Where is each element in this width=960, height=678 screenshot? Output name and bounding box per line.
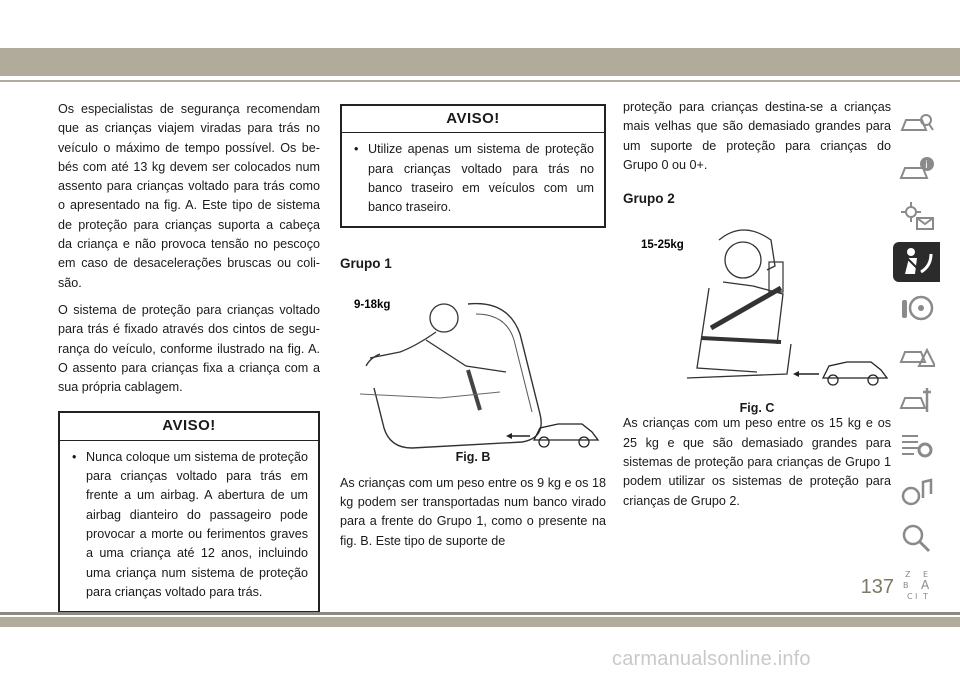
figure-b (340, 284, 606, 464)
bullet: • (72, 449, 77, 464)
column-2 (340, 98, 606, 559)
warning-item (354, 140, 594, 217)
figure-caption: Fig. C (739, 400, 775, 415)
footer-band (0, 617, 960, 627)
warning-lights-icon (899, 200, 935, 232)
child-seat-group1-illustration (340, 284, 606, 454)
svg-text:E: E (923, 570, 929, 579)
svg-text:A: A (921, 578, 930, 592)
tab-car-info[interactable] (893, 150, 940, 190)
tab-specs[interactable] (893, 426, 940, 466)
paragraph-group-1: As crianças com um peso entre os 9 kg e os 18 kg podem ser transportadas num banco virado para a frente do Grupo 1, como o presente na fig. B. Este tipo de suporte de (340, 475, 606, 548)
paragraph-fixing: O sistema de proteção para crianças voltado para trás é fixado através dos cintos de segu-rança do veículo, conforme ilustrado na fig. A. O assento para crianças fixa a criança com a sua própria cablagem. (58, 302, 320, 395)
warning-title: AVISO! (342, 106, 604, 133)
tab-search[interactable] (893, 518, 940, 558)
car-direction-icon (534, 424, 598, 447)
car-info-icon (899, 154, 935, 186)
paragraph-group-2: As crianças com um peso entre os 15 kg e os 25 kg e que são demasiado grandes para sistemas de proteção para crianças de Grupo 1 podem utilizar os sistemas de proteção para crianças de Grupo 2. (623, 416, 891, 508)
footer-rule (0, 612, 960, 615)
header-rule (0, 80, 960, 82)
warning-text: Nunca coloque um sistema de proteção para crianças voltado para trás em frente a um airbag. A abertura de um airbag dianteiro do passageiro pode provocar a morte ou ferimentos graves a uma criança até 12 anos, incluindo uma criança num sistema de proteção para crianças voltado para trás. (86, 449, 308, 599)
warning-body (342, 133, 604, 226)
alphabet-index-icon (899, 568, 935, 602)
multimedia-icon (899, 476, 935, 508)
warning-text: Utilize apenas um sistema de proteção para crianças voltado para trás no banco traseiro em veículos com um banco traseiro. (368, 142, 594, 215)
car-hazard-icon (899, 338, 935, 370)
steering-wheel-icon (899, 292, 935, 324)
svg-text:I: I (915, 592, 918, 601)
paragraph-older-children: proteção para crianças destina-se a crianças mais velhas que são demasiado grandes para um suporte de proteção para crianças do Grupo 0 ou 0+. (623, 100, 891, 172)
tab-alphabet-index[interactable] (893, 564, 940, 604)
tab-seat-safety[interactable] (893, 242, 940, 282)
search-icon (899, 522, 935, 554)
tab-warning-lights[interactable] (893, 196, 940, 236)
warning-title: AVISO! (60, 413, 318, 440)
tab-multimedia[interactable] (893, 472, 940, 512)
chapter-sidebar (893, 104, 940, 610)
watermark: carmanualsonline.info (612, 648, 811, 670)
seat-safety-icon (899, 246, 935, 278)
svg-text:Z: Z (905, 570, 911, 579)
booster-seat-group2-illustration (623, 218, 891, 398)
svg-text:i: i (925, 160, 928, 171)
warning-item (72, 448, 308, 602)
specs-gear-icon (899, 430, 935, 462)
svg-text:T: T (923, 592, 928, 601)
weight-label: 9-18kg (354, 298, 391, 311)
figure-caption: Fig. B (455, 450, 491, 465)
figure-c (623, 218, 891, 414)
column-1 (58, 100, 320, 613)
page-number: 137 (860, 576, 894, 598)
section-heading-group-1: Grupo 1 (340, 256, 392, 272)
weight-label: 15-25kg (641, 239, 684, 252)
warning-box-airbag (58, 411, 320, 613)
paragraph-rear-facing: Os especialistas de segurança recomendam que as crianças viajem viradas para trás no veículo o máximo de tempo possível. Os be-bés com até 13 kg devem ser colocados num assento para crianças voltado para trás como o apresentado na fig. A. Este tipo de sistema de proteção para crianças suporta a cabeça da criança e não provoca tensão no pescoço em caso de desacelerações bruscas ou coli-são. (58, 102, 320, 290)
warning-body (60, 441, 318, 611)
column-3 (623, 98, 891, 519)
section-heading-group-2: Grupo 2 (623, 191, 675, 207)
header-band (0, 48, 960, 76)
tab-car-hazard[interactable] (893, 334, 940, 374)
tab-car-service[interactable] (893, 380, 940, 420)
tab-car-search[interactable] (893, 104, 940, 144)
warning-box-rear-seat (340, 104, 606, 228)
car-service-icon (899, 384, 935, 416)
car-direction-icon (823, 362, 887, 385)
svg-text:B: B (903, 581, 909, 590)
svg-text:C: C (907, 592, 913, 601)
car-search-icon (899, 108, 935, 140)
tab-steering-wheel[interactable] (893, 288, 940, 328)
bullet: • (354, 142, 359, 157)
